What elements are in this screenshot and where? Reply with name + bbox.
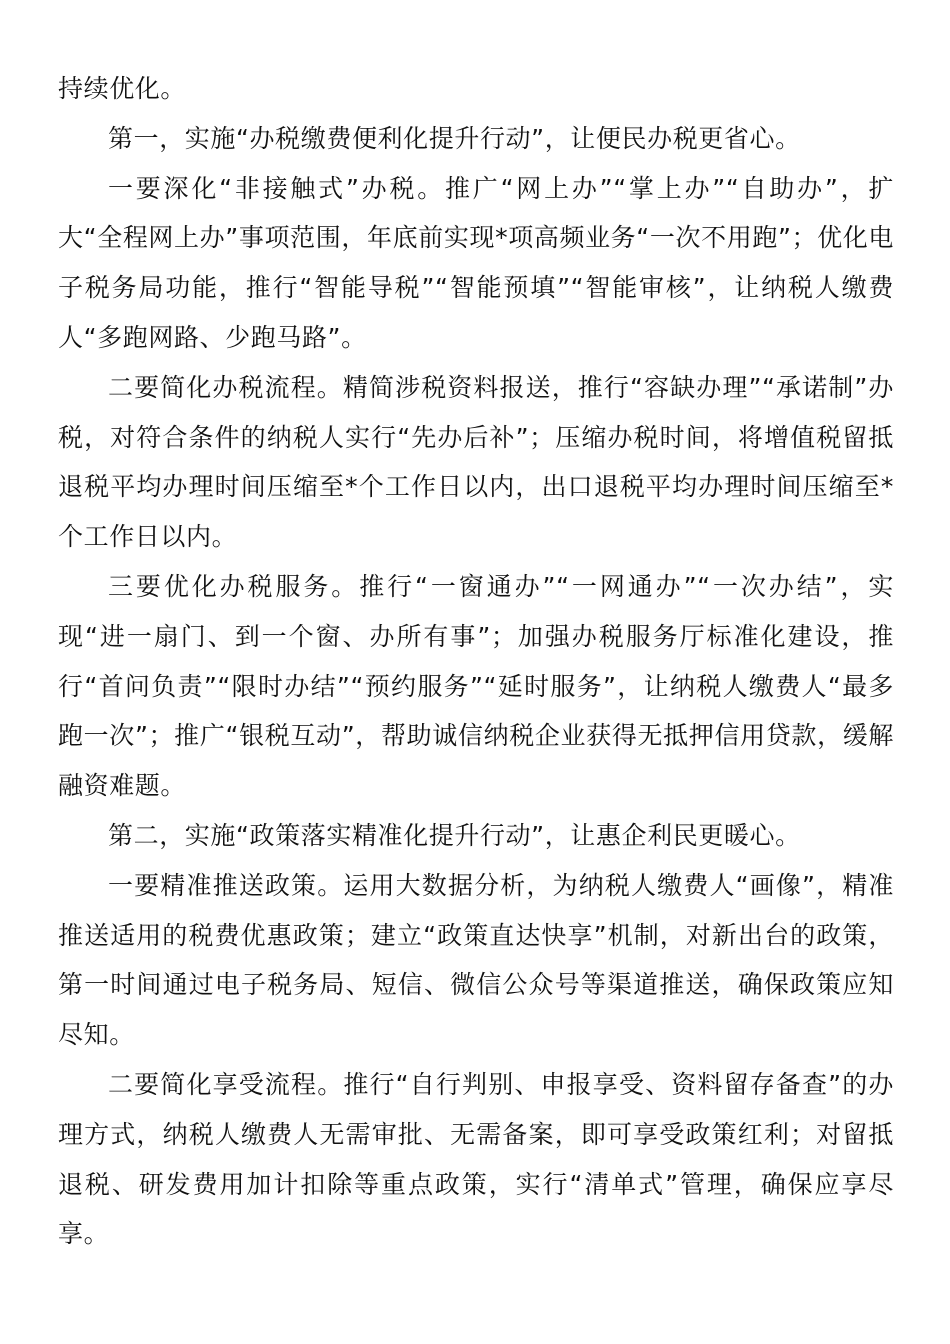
paragraph-section-one-heading: 第一，实施“办税缴费便利化提升行动”，让便民办税更省心。 bbox=[108, 123, 801, 153]
paragraph-continuation: 持续优化。 bbox=[58, 74, 187, 103]
document-body bbox=[58, 64, 894, 1259]
paragraph-simplify-process: 二要简化办税流程。精简涉税资料报送，推行“容缺办理”“承诺制”办税，对符合条件的纳税人实行“先办后补”；压缩办税时间，将增值税留抵退税平均办理时间压缩至*个工作日以内，出口退税平均办理时间压缩至*个工作日以内。 bbox=[58, 372, 894, 552]
paragraph-simplify-enjoyment: 二要简化享受流程。推行“自行判别、申报享受、资料留存备查”的办理方式，纳税人缴费人无需审批、无需备案，即可享受政策红利；对留抵退税、研发费用加计扣除等重点政策，实行“清单式”管理，确保应享尽享。 bbox=[58, 1069, 894, 1249]
paragraph-precise-policy-push: 一要精准推送政策。运用大数据分析，为纳税人缴费人“画像”，精准推送适用的税费优惠政策；建立“政策直达快享”机制，对新出台的政策，第一时间通过电子税务局、短信、微信公众号等渠道推送，确保政策应知尽知。 bbox=[58, 870, 894, 1050]
paragraph-optimize-service: 三要优化办税服务。推行“一窗通办”“一网通办”“一次办结”，实现“进一扇门、到一个窗、办所有事”；加强办税服务厅标准化建设，推行“首问负责”“限时办结”“预约服务”“延时服务”，让纳税人缴费人“最多跑一次”；推广“银税互动”，帮助诚信纳税企业获得无抵押信用贷款，缓解融资难题。 bbox=[58, 571, 894, 801]
paragraph-section-two-heading: 第二，实施“政策落实精准化提升行动”，让惠企利民更暖心。 bbox=[108, 820, 801, 850]
paragraph-contactless-tax: 一要深化“非接触式”办税。推广“网上办”“掌上办”“自助办”，扩大“全程网上办”事项范围，年底前实现*项高频业务“一次不用跑”；优化电子税务局功能，推行“智能导税”“智能预填”“智能审核”，让纳税人缴费人“多跑网路、少跑马路”。 bbox=[58, 173, 894, 352]
